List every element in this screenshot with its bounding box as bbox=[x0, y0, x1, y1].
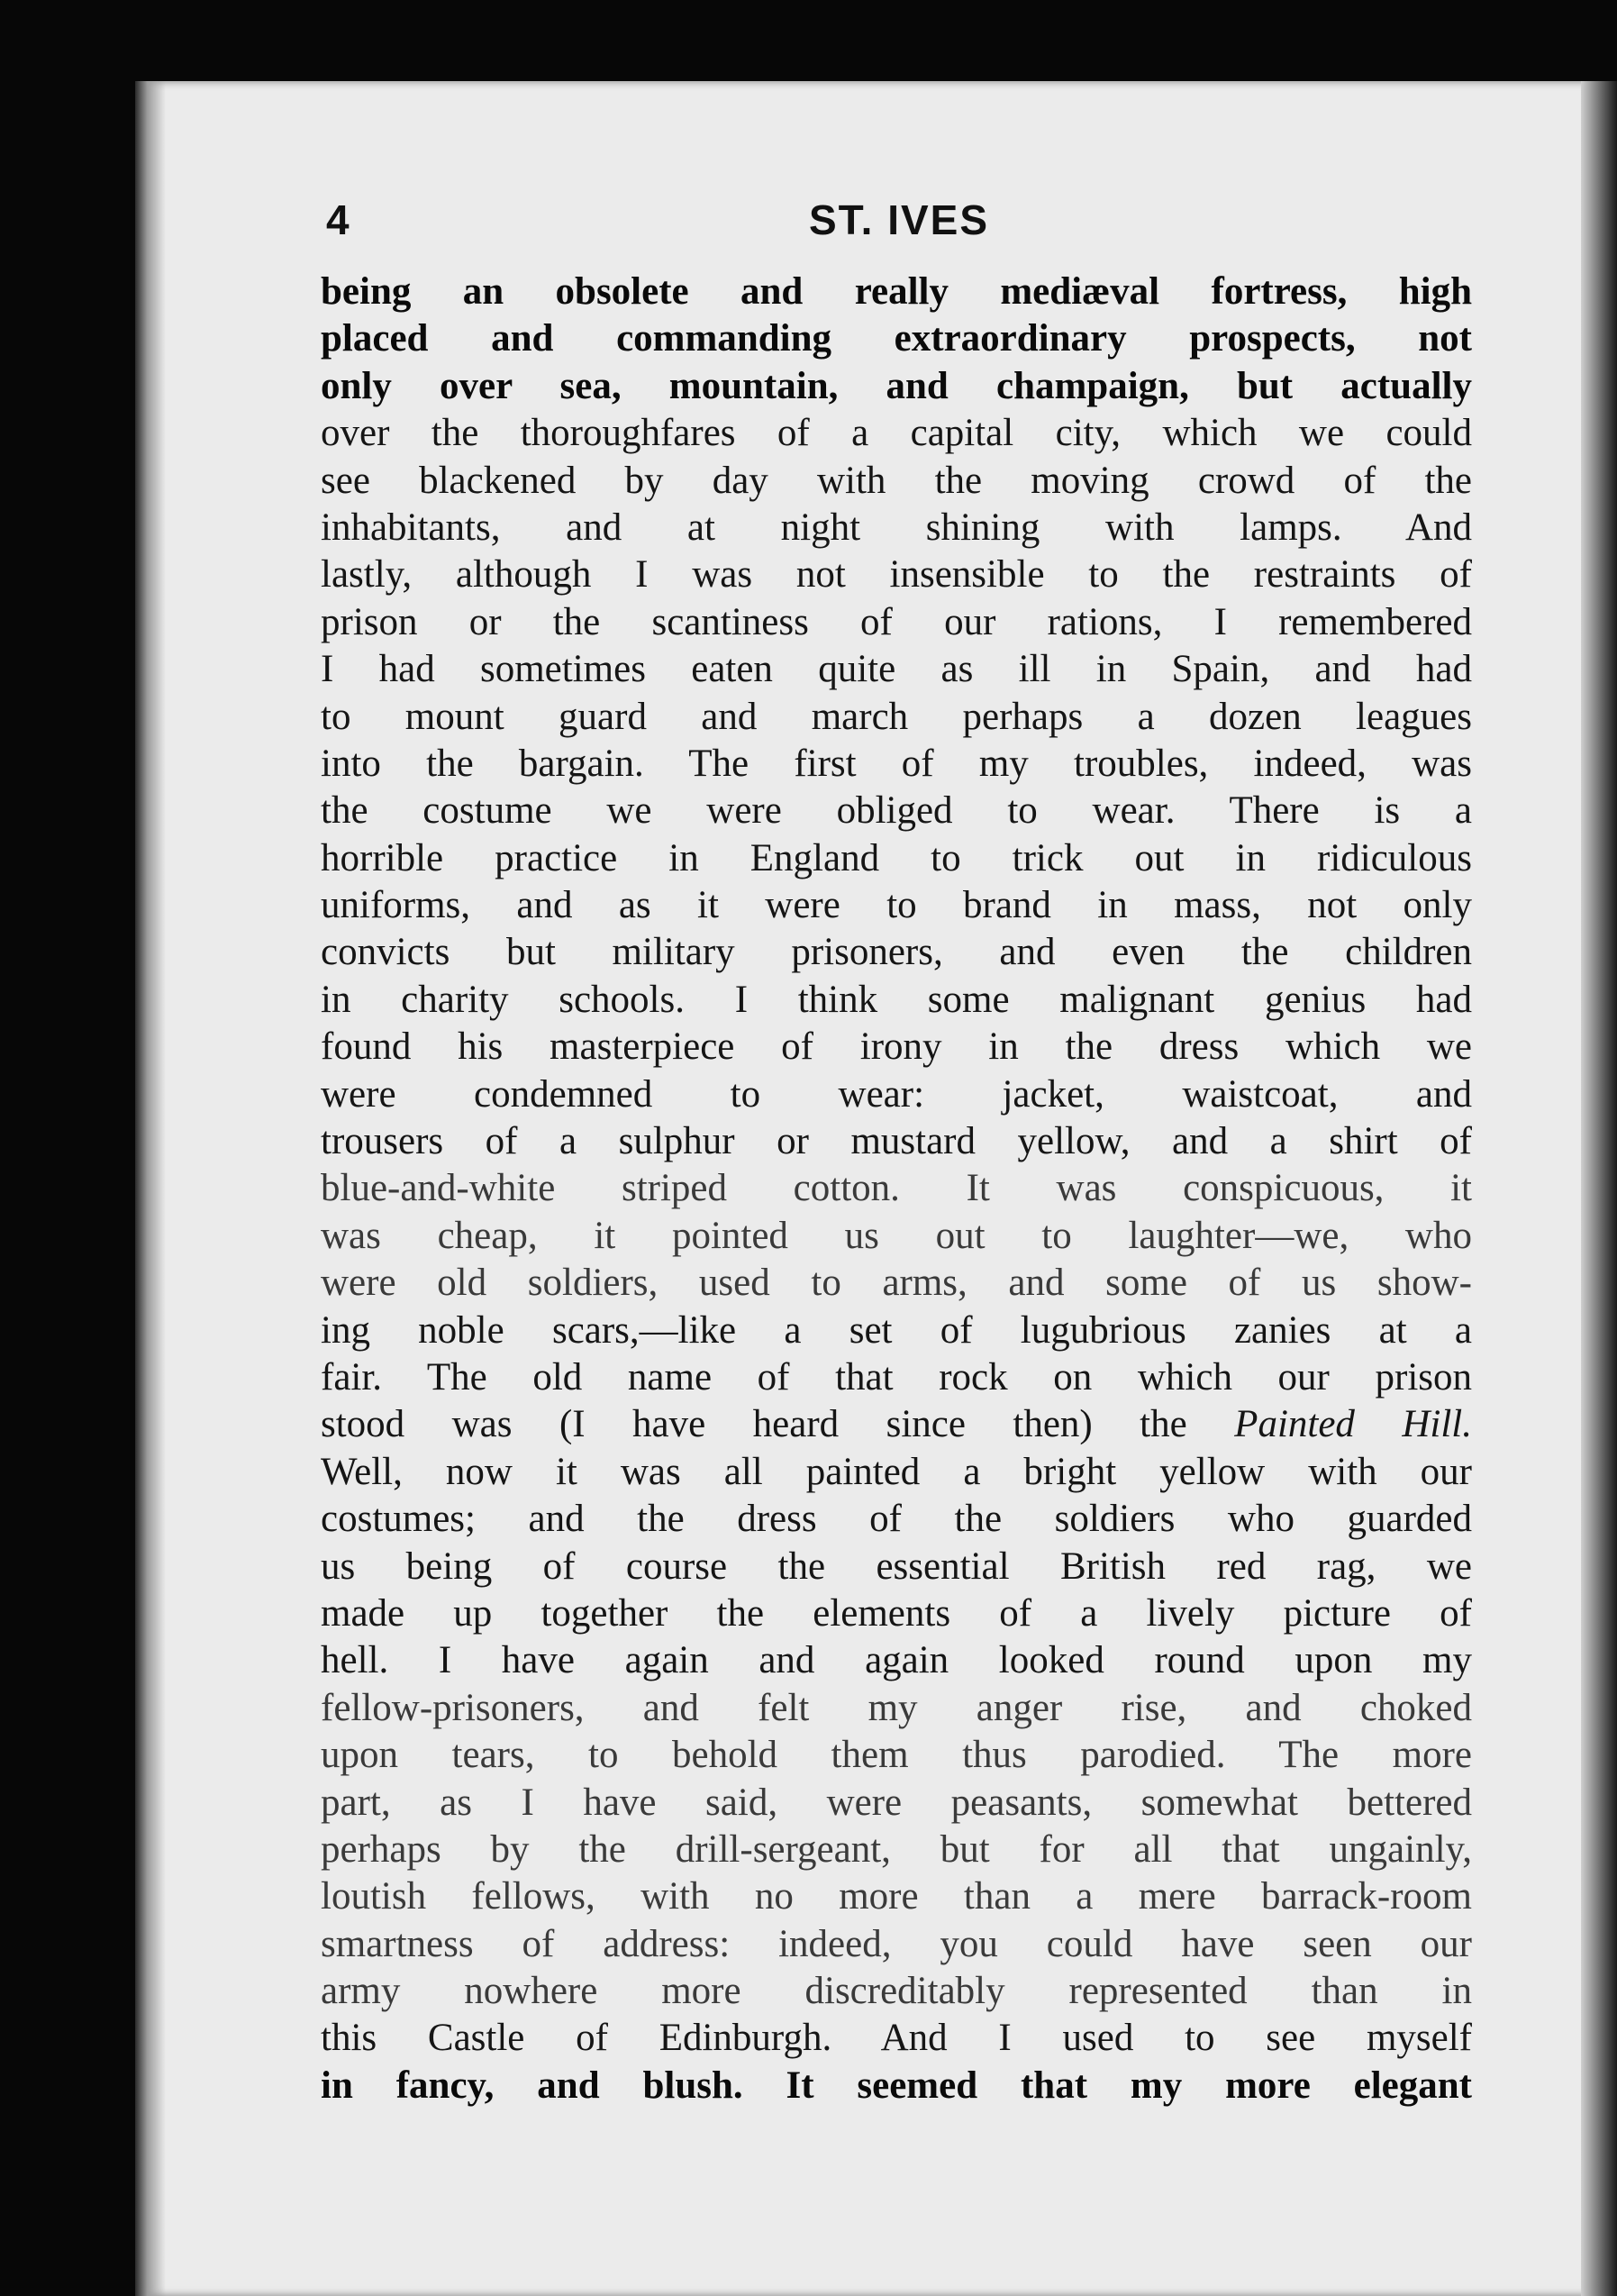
running-title: ST. IVES bbox=[808, 196, 990, 243]
text-line: over the thoroughfares of a capital city, which we could bbox=[321, 412, 1472, 455]
text-line: horrible practice in England to trick out in ridiculous bbox=[321, 836, 1472, 879]
text-line: convicts but military prisoners, and even the children bbox=[321, 931, 1472, 974]
page-gutter-shadow bbox=[135, 81, 166, 2296]
text-line-with-italic bbox=[321, 1401, 1472, 1448]
text-line: were condemned to wear: jacket, waistcoat, and bbox=[321, 1072, 1472, 1116]
text-line: part, as I have said, were peasants, somewhat bettered bbox=[321, 1781, 1472, 1824]
text-line: were old soldiers, used to arms, and some of us show- bbox=[321, 1262, 1472, 1305]
text-line: this Castle of Edinburgh. And I used to see myself bbox=[321, 2017, 1472, 2060]
body-text bbox=[321, 269, 1472, 2109]
text-line: see blackened by day with the moving crowd of the bbox=[321, 459, 1472, 502]
text-line: trousers of a sulphur or mustard yellow, and a shirt of bbox=[321, 1120, 1472, 1163]
text-line: the costume we were obliged to wear. There is a bbox=[321, 789, 1472, 833]
text-line: ing noble scars,—like a set of lugubrious zanies at a bbox=[321, 1308, 1472, 1352]
text-line: smartness of address: indeed, you could have seen our bbox=[321, 1922, 1472, 1965]
text-line: placed and commanding extraordinary prospects, not bbox=[321, 317, 1472, 360]
text-line: was cheap, it pointed us out to laughter—we, who bbox=[321, 1214, 1472, 1257]
text-line: blue-and-white striped cotton. It was conspicuous, it bbox=[321, 1167, 1472, 1210]
running-head bbox=[326, 191, 1472, 254]
text-line-fragment: stood was (I have heard since then) the bbox=[321, 1403, 1235, 1446]
text-line: Well, now it was all painted a bright yellow with our bbox=[321, 1450, 1472, 1493]
text-line: in charity schools. I think some malignant genius had bbox=[321, 978, 1472, 1021]
text-line: fellow-prisoners, and felt my anger rise, and choked bbox=[321, 1686, 1472, 1729]
text-line: prison or the scantiness of our rations, I remembered bbox=[321, 600, 1472, 643]
text-line: to mount guard and march perhaps a dozen leagues bbox=[321, 695, 1472, 738]
text-line: army nowhere more discreditably represented than in bbox=[321, 1970, 1472, 2013]
text-line: lastly, although I was not insensible to the restraints of bbox=[321, 553, 1472, 597]
text-line: being an obsolete and really mediæval fortress, high bbox=[321, 270, 1472, 313]
text-line: found his masterpiece of irony in the dress which we bbox=[321, 1025, 1472, 1069]
text-line: fair. The old name of that rock on which our prison bbox=[321, 1355, 1472, 1399]
text-line: perhaps by the drill-sergeant, but for all that ungainly, bbox=[321, 1827, 1472, 1871]
page-right-edge bbox=[1581, 81, 1617, 2296]
text-line: in fancy, and blush. It seemed that my more elegant bbox=[321, 2064, 1472, 2107]
text-line: into the bargain. The first of my troubles, indeed, was bbox=[321, 742, 1472, 785]
text-line: I had sometimes eaten quite as ill in Spain, and had bbox=[321, 648, 1472, 691]
page-number: 4 bbox=[326, 196, 350, 243]
text-line: uniforms, and as it were to brand in mass, not only bbox=[321, 884, 1472, 927]
text-line: costumes; and the dress of the soldiers who guarded bbox=[321, 1498, 1472, 1541]
text-line: upon tears, to behold them thus parodied. The more bbox=[321, 1734, 1472, 1777]
text-line: hell. I have again and again looked round upon my bbox=[321, 1639, 1472, 1682]
italic-place-name: Painted Hill. bbox=[1234, 1403, 1472, 1446]
text-line: made up together the elements of a lively picture of bbox=[321, 1591, 1472, 1635]
text-line: inhabitants, and at night shining with lamps. And bbox=[321, 506, 1472, 549]
text-line: us being of course the essential British red rag, we bbox=[321, 1544, 1472, 1588]
text-line: loutish fellows, with no more than a mere barrack-room bbox=[321, 1875, 1472, 1918]
text-line: only over sea, mountain, and champaign, but actually bbox=[321, 364, 1472, 407]
